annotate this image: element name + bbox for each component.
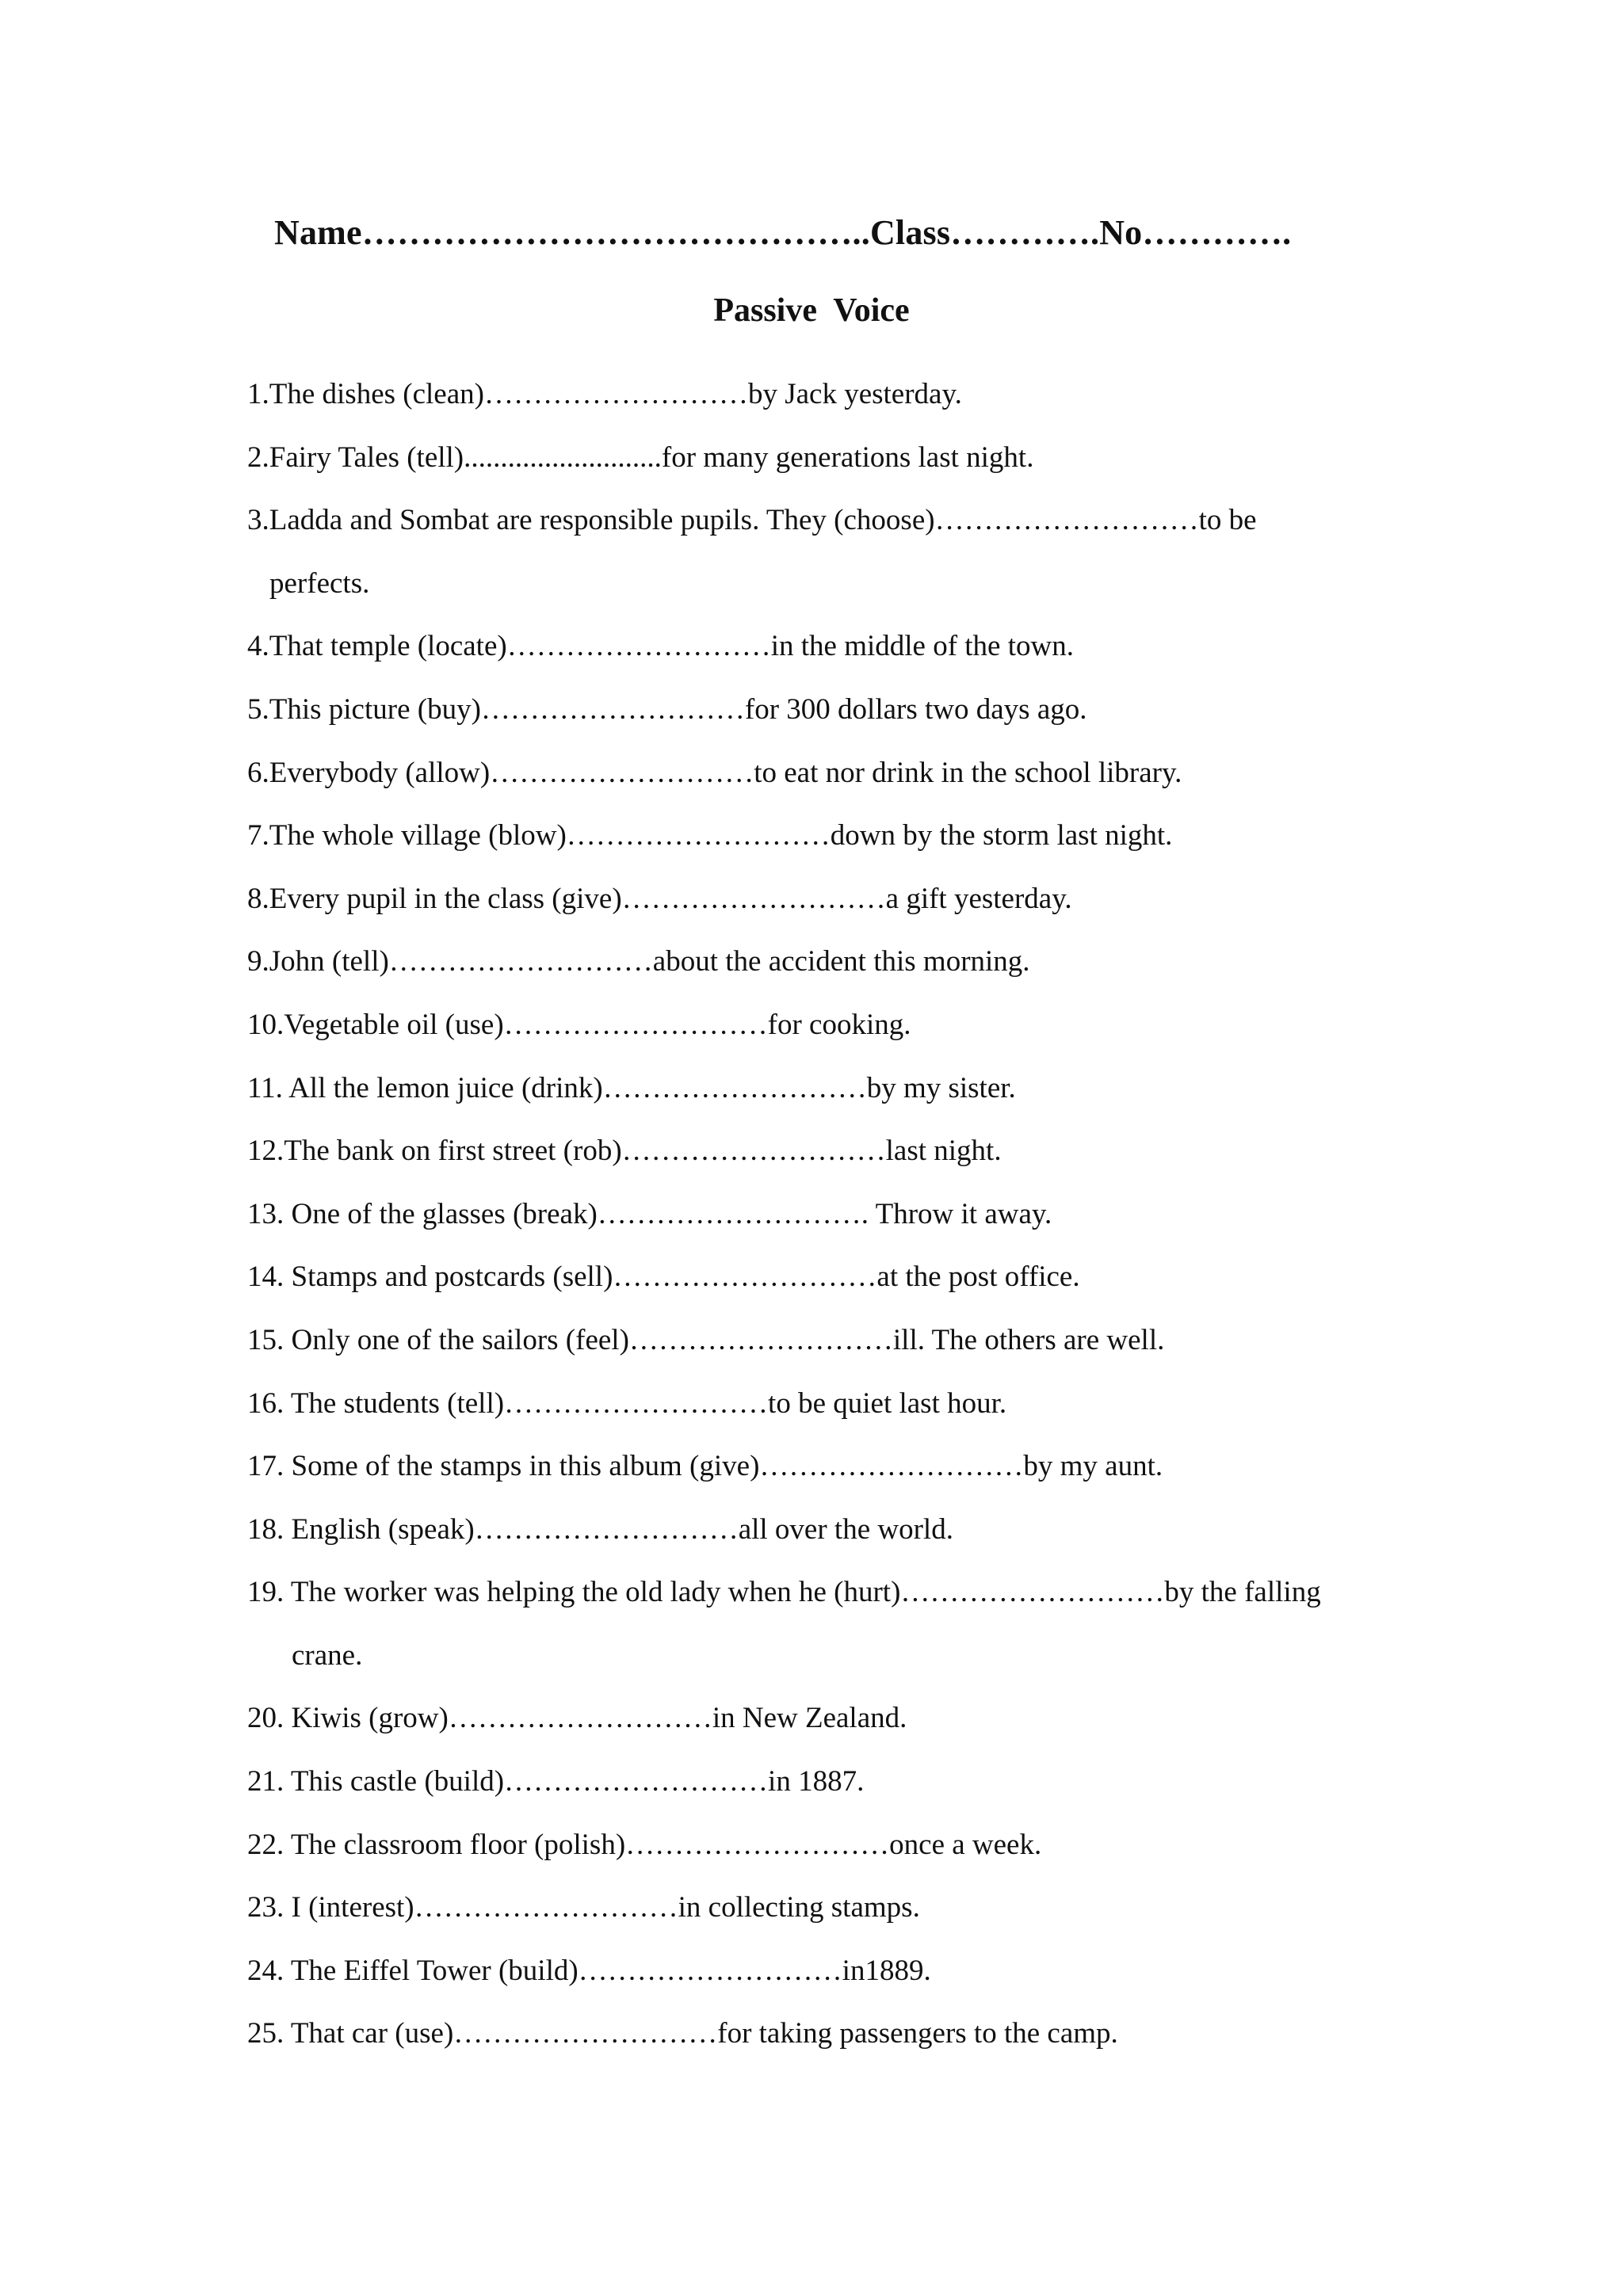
question-text: 22. The classroom floor (polish)………………………once a week. bbox=[247, 1828, 1042, 1861]
question-item-20 bbox=[247, 1687, 1396, 1750]
question-item-8 bbox=[247, 868, 1396, 931]
question-text: 18. English (speak)………………………all over the world. bbox=[247, 1512, 953, 1546]
question-text: 2.Fairy Tales (tell)...........................for many generations last night. bbox=[247, 441, 1034, 474]
question-text: 6.Everybody (allow)………………………to eat nor drink in the school library. bbox=[247, 756, 1182, 789]
question-item-7 bbox=[247, 804, 1396, 868]
question-text: 12.The bank on first street (rob)………………………last night. bbox=[247, 1135, 1002, 1168]
question-item-11 bbox=[247, 1057, 1396, 1120]
question-item-23 bbox=[247, 1876, 1396, 1939]
question-text: 21. This castle (build)………………………in 1887. bbox=[247, 1765, 865, 1798]
question-item-18 bbox=[247, 1498, 1396, 1562]
question-item-3 bbox=[247, 489, 1396, 615]
question-item-9 bbox=[247, 930, 1396, 994]
question-text: 1.The dishes (clean)………………………by Jack yesterday. bbox=[247, 378, 962, 410]
question-text: 24. The Eiffel Tower (build)………………………in1889. bbox=[247, 1954, 931, 1987]
question-item-17 bbox=[247, 1435, 1396, 1498]
question-item-4 bbox=[247, 615, 1396, 678]
question-text: 19. The worker was helping the old lady when he (hurt)………………………by the falling bbox=[247, 1576, 1321, 1609]
question-text: 14. Stamps and postcards (sell)………………………at the post office. bbox=[247, 1261, 1080, 1294]
question-item-16 bbox=[247, 1372, 1396, 1436]
question-item-25 bbox=[247, 2002, 1396, 2065]
question-item-14 bbox=[247, 1245, 1396, 1309]
question-text: 16. The students (tell)………………………to be quiet last hour. bbox=[247, 1386, 1007, 1420]
question-text: 23. I (interest)………………………in collecting stamps. bbox=[247, 1891, 920, 1924]
question-text: 25. That car (use)………………………for taking passengers to the camp. bbox=[247, 2017, 1118, 2050]
question-text: 8.Every pupil in the class (give)………………………a gift yesterday. bbox=[247, 882, 1072, 915]
question-text: 11. All the lemon juice (drink)………………………by my sister. bbox=[247, 1071, 1016, 1104]
question-text: 20. Kiwis (grow)………………………in New Zealand. bbox=[247, 1702, 907, 1735]
question-item-12 bbox=[247, 1119, 1396, 1183]
question-list bbox=[247, 363, 1396, 2065]
question-text: 10.Vegetable oil (use)………………………for cooking. bbox=[247, 1008, 911, 1041]
question-continuation: crane. bbox=[292, 1638, 363, 1672]
question-item-22 bbox=[247, 1814, 1396, 1877]
name-class-number-line: Name……………………………………..Class………….No…………. bbox=[274, 213, 1292, 252]
question-text: 15. Only one of the sailors (feel)………………………ill. The others are well. bbox=[247, 1323, 1165, 1356]
question-item-24 bbox=[247, 1939, 1396, 2003]
question-text: 4.That temple (locate)………………………in the middle of the town. bbox=[247, 630, 1074, 663]
question-item-15 bbox=[247, 1309, 1396, 1372]
question-item-13 bbox=[247, 1183, 1396, 1246]
question-item-10 bbox=[247, 994, 1396, 1057]
question-text: 9.John (tell)………………………about the accident this morning. bbox=[247, 945, 1030, 978]
question-text: 17. Some of the stamps in this album (give)………………………by my aunt. bbox=[247, 1450, 1163, 1483]
question-item-19 bbox=[247, 1561, 1396, 1687]
question-text: 3.Ladda and Sombat are responsible pupils. They (choose)………………………to be bbox=[247, 504, 1257, 537]
question-item-2 bbox=[247, 426, 1396, 490]
question-item-5 bbox=[247, 678, 1396, 742]
question-text: 5.This picture (buy)………………………for 300 dollars two days ago. bbox=[247, 692, 1087, 726]
question-item-21 bbox=[247, 1750, 1396, 1814]
question-continuation: perfects. bbox=[269, 566, 370, 600]
question-item-6 bbox=[247, 742, 1396, 805]
question-text: 13. One of the glasses (break)………………………. Throw it away. bbox=[247, 1197, 1052, 1230]
question-text: 7.The whole village (blow)………………………down by the storm last night. bbox=[247, 819, 1173, 852]
worksheet-title: Passive Voice bbox=[713, 292, 910, 329]
question-item-1 bbox=[247, 363, 1396, 426]
